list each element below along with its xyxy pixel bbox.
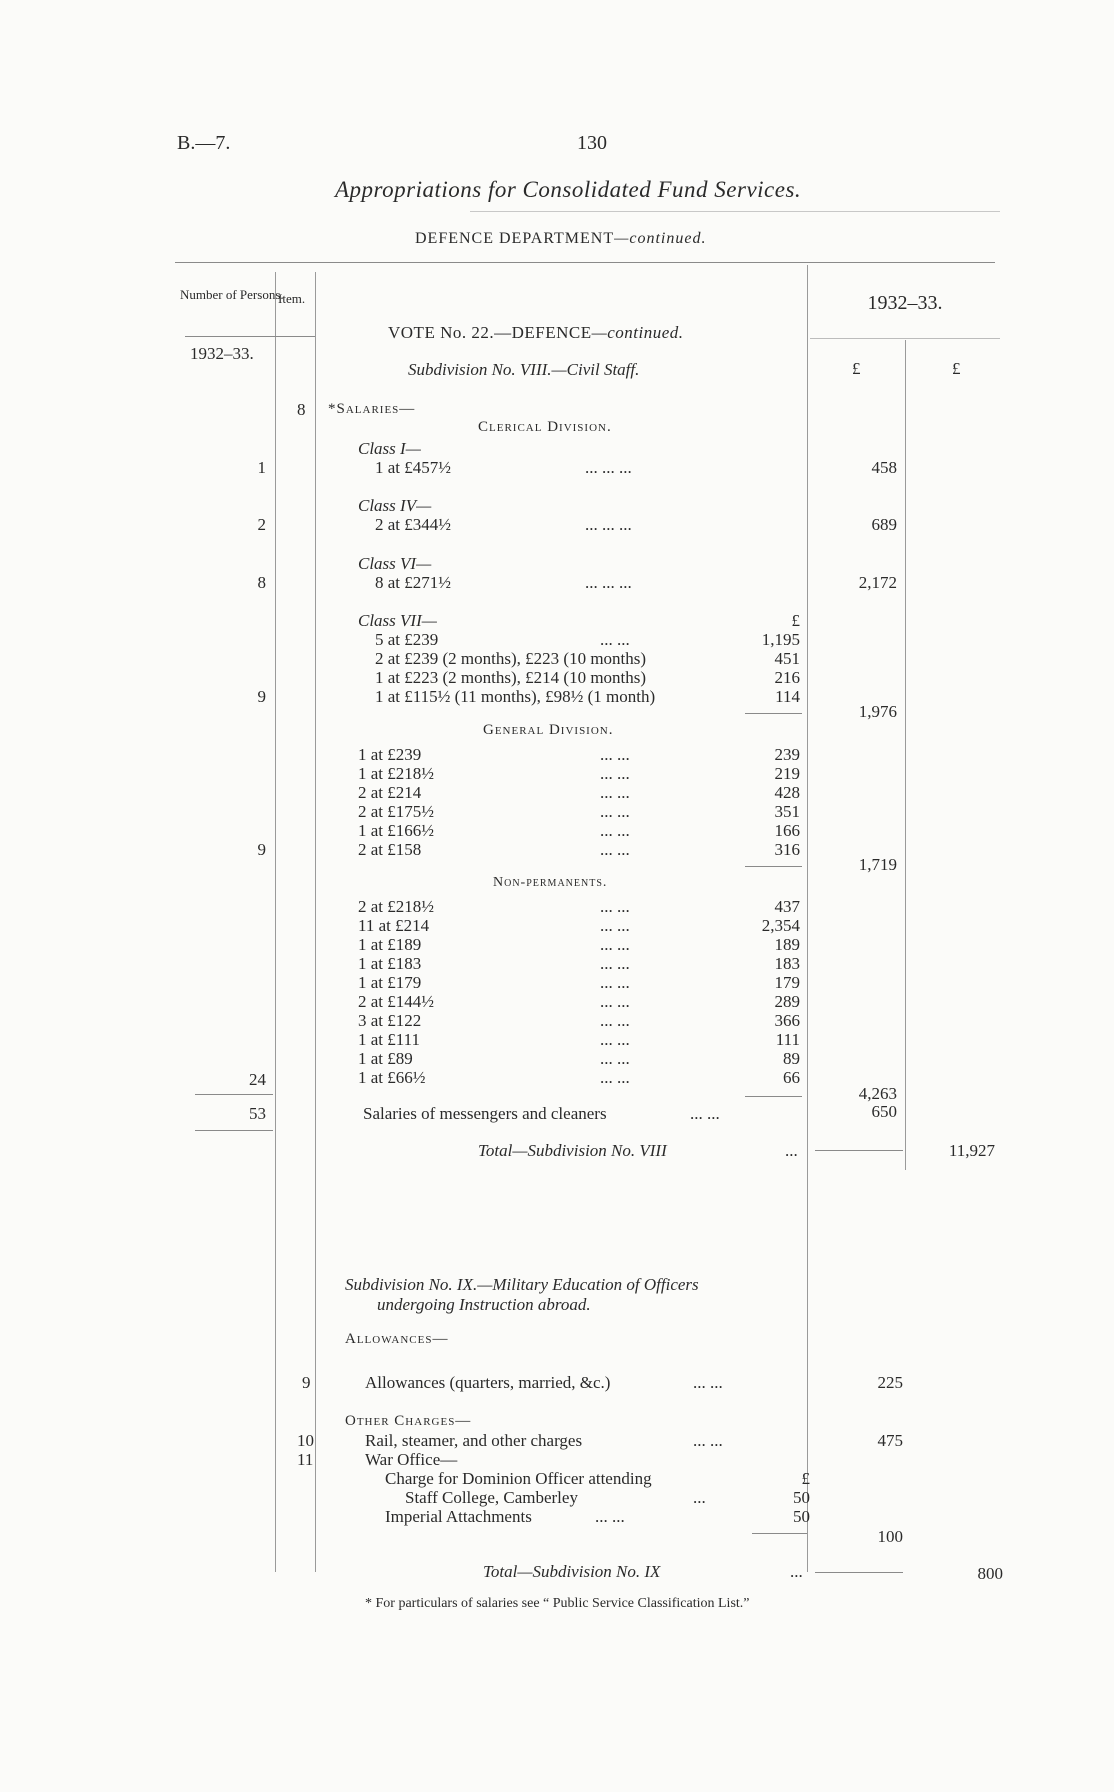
messengers-desc: Salaries of messengers and cleaners xyxy=(363,1104,607,1123)
subdivision-8-total: 11,927 xyxy=(948,1141,995,1160)
class-7-row-value: 216 xyxy=(774,668,800,687)
war-office-total: 100 xyxy=(877,1527,903,1546)
general-row-value: 219 xyxy=(774,764,800,783)
charge-dots: ... xyxy=(693,1488,706,1507)
table-top-rule xyxy=(175,262,995,263)
subdivision-9-total-rule xyxy=(815,1572,903,1573)
pound-header-1: £ xyxy=(852,359,861,378)
rail-amount: 475 xyxy=(877,1431,903,1450)
nonperm-row-desc: 1 at £89 xyxy=(358,1049,413,1068)
class-4-label: Class IV— xyxy=(358,496,432,515)
nonperm-row-value: 66 xyxy=(783,1068,800,1087)
nonperm-row-dots: ... ... xyxy=(600,973,630,992)
general-row-desc: 1 at £166½ xyxy=(358,821,435,840)
class-1-dots: ... ... ... xyxy=(585,458,632,477)
rail-dots: ... ... xyxy=(693,1431,723,1450)
general-division-heading: General Division. xyxy=(483,722,614,738)
general-row-desc: 1 at £239 xyxy=(358,745,422,764)
nonperm-row-dots: ... ... xyxy=(600,1030,630,1049)
general-row-desc: 2 at £214 xyxy=(358,783,422,802)
subdivision-9-title-line2: undergoing Instruction abroad. xyxy=(377,1295,591,1314)
class-7-pound: £ xyxy=(791,611,800,630)
non-permanents-heading: Non-permanents. xyxy=(493,875,608,890)
clerical-division-heading: Clerical Division. xyxy=(478,419,612,435)
class-7-total: 1,976 xyxy=(858,702,897,721)
class-4-dots: ... ... ... xyxy=(585,515,632,534)
class-7-row-value: 451 xyxy=(774,649,800,668)
item-8-number: 8 xyxy=(297,400,306,419)
class-4-amount: 689 xyxy=(871,515,897,534)
general-row-value: 166 xyxy=(774,821,800,840)
document-reference: B.—7. xyxy=(177,132,231,154)
amount-subcolumn-divider xyxy=(905,340,906,1170)
general-row-value: 428 xyxy=(774,783,800,802)
persons-total-rule-top xyxy=(195,1094,273,1095)
nonperm-row-desc: 1 at £189 xyxy=(358,935,422,954)
class-7-row: 2 at £239 (2 months), £223 (10 months) xyxy=(375,649,647,668)
persons-total-rule-bottom xyxy=(195,1130,273,1131)
class-1-persons: 1 xyxy=(257,458,266,477)
nonperm-row-value: 179 xyxy=(774,973,800,992)
persons-total: 53 xyxy=(249,1104,266,1123)
general-row-dots: ... ... xyxy=(600,821,630,840)
rail-desc: Rail, steamer, and other charges xyxy=(365,1431,583,1450)
class-7-row: 5 at £239 xyxy=(375,630,439,649)
general-row-dots: ... ... xyxy=(600,783,630,802)
page-number: 130 xyxy=(577,132,607,154)
imperial-dots: ... ... xyxy=(595,1507,625,1526)
title-rule xyxy=(470,211,1000,212)
general-row-dots: ... ... xyxy=(600,764,630,783)
allowances-desc: Allowances (quarters, married, &c.) xyxy=(365,1373,611,1392)
class-6-line: 8 at £271½ xyxy=(375,573,452,592)
general-persons: 9 xyxy=(257,840,266,859)
class-4-line: 2 at £344½ xyxy=(375,515,452,534)
footnote: * For particulars of salaries see “ Public Service Classification List.” xyxy=(365,1596,750,1611)
allowances-amount: 225 xyxy=(877,1373,903,1392)
nonperm-row-desc: 1 at £66½ xyxy=(358,1068,426,1087)
nonperm-row-value: 289 xyxy=(774,992,800,1011)
class-1-label: Class I— xyxy=(358,439,421,458)
persons-header-rule xyxy=(185,336,315,337)
general-row-value: 316 xyxy=(774,840,800,859)
class-7-row-value: 1,195 xyxy=(761,630,800,649)
nonperm-total: 4,263 xyxy=(858,1084,897,1103)
nonperm-row-desc: 1 at £179 xyxy=(358,973,422,992)
class-7-persons: 9 xyxy=(257,687,266,706)
nonperm-row-dots: ... ... xyxy=(600,1011,630,1030)
general-row-dots: ... ... xyxy=(600,745,630,764)
allowances-dots: ... ... xyxy=(693,1373,723,1392)
pound-header-2: £ xyxy=(952,359,961,378)
nonperm-row-value: 366 xyxy=(774,1011,800,1030)
imperial-value: 50 xyxy=(793,1507,810,1526)
nonperm-row-desc: 2 at £144½ xyxy=(358,992,435,1011)
nonperm-row-dots: ... ... xyxy=(600,1049,630,1068)
imperial-desc: Imperial Attachments xyxy=(385,1507,532,1526)
item-10-number: 10 xyxy=(297,1431,314,1450)
amount-column-divider xyxy=(807,265,808,1572)
subdivision-9-total: 800 xyxy=(977,1564,1003,1583)
item-header: Item. xyxy=(278,291,306,306)
nonperm-row-desc: 3 at £122 xyxy=(358,1011,422,1030)
class-1-line: 1 at £457½ xyxy=(375,458,452,477)
class-7-row: 1 at £115½ (11 months), £98½ (1 month) xyxy=(375,687,656,706)
nonperm-row-value: 189 xyxy=(774,935,800,954)
nonperm-row-desc: 2 at £218½ xyxy=(358,897,435,916)
class-7-row-value: 114 xyxy=(775,687,800,706)
class-7-row-dots: ... ... xyxy=(600,630,630,649)
class-1-amount: 458 xyxy=(871,458,897,477)
subdivision-8-title: Subdivision No. VIII.—Civil Staff. xyxy=(408,360,640,379)
number-of-persons-header: Number of Persons. xyxy=(180,287,284,302)
messengers-dots: ... ... xyxy=(690,1104,720,1123)
war-office-label: War Office— xyxy=(365,1450,458,1469)
nonperm-row-dots: ... ... xyxy=(600,954,630,973)
item-column-divider xyxy=(315,272,316,1572)
nonperm-row-dots: ... ... xyxy=(600,1068,630,1087)
class-7-subtotal-rule xyxy=(745,713,802,714)
year-header: 1932–33. xyxy=(867,292,943,314)
general-row-desc: 1 at £218½ xyxy=(358,764,435,783)
nonperm-row-dots: ... ... xyxy=(600,897,630,916)
nonperm-row-dots: ... ... xyxy=(600,916,630,935)
allowances-label: Allowances— xyxy=(345,1331,449,1347)
year-header-rule xyxy=(810,338,1000,339)
class-7-label: Class VII— xyxy=(358,611,437,630)
subdivision-8-total-label: Total—Subdivision No. VIII xyxy=(478,1141,667,1160)
subdivision-9-total-label: Total—Subdivision No. IX xyxy=(483,1562,661,1581)
charge-line-2: Staff College, Camberley xyxy=(405,1488,578,1507)
class-6-label: Class VI— xyxy=(358,554,432,573)
general-row-dots: ... ... xyxy=(600,802,630,821)
subdivision-9-title-line1: Subdivision No. IX.—Military Education of Officers xyxy=(345,1275,699,1294)
page-title: Appropriations for Consolidated Fund Services. xyxy=(335,177,802,202)
nonperm-persons: 24 xyxy=(249,1070,266,1089)
general-row-value: 239 xyxy=(774,745,800,764)
war-office-pound: £ xyxy=(801,1469,810,1488)
class-7-row: 1 at £223 (2 months), £214 (10 months) xyxy=(375,668,647,687)
messengers-amount: 650 xyxy=(871,1102,897,1121)
nonperm-row-desc: 11 at £214 xyxy=(358,916,430,935)
general-row-dots: ... ... xyxy=(600,840,630,859)
subdivision-9-total-dots: ... xyxy=(790,1562,803,1581)
nonperm-subtotal-rule xyxy=(745,1096,802,1097)
nonperm-row-value: 2,354 xyxy=(761,916,800,935)
nonperm-row-dots: ... ... xyxy=(600,935,630,954)
general-row-desc: 2 at £175½ xyxy=(358,802,435,821)
nonperm-row-desc: 1 at £183 xyxy=(358,954,422,973)
nonperm-row-desc: 1 at £111 xyxy=(358,1030,421,1049)
persons-year-label: 1932–33. xyxy=(190,344,254,363)
department-heading: DEFENCE DEPARTMENT—continued. xyxy=(415,230,707,247)
general-subtotal-rule xyxy=(745,866,802,867)
vote-title: VOTE No. 22.—DEFENCE—continued. xyxy=(388,323,684,342)
salaries-label: *Salaries— xyxy=(328,401,416,417)
persons-column-divider xyxy=(275,272,276,1572)
class-6-persons: 8 xyxy=(257,573,266,592)
class-6-amount: 2,172 xyxy=(858,573,897,592)
subdivision-8-total-dots: ... xyxy=(785,1141,798,1160)
charge-line-1: Charge for Dominion Officer attending xyxy=(385,1469,652,1488)
class-6-dots: ... ... ... xyxy=(585,573,632,592)
general-total: 1,719 xyxy=(858,855,897,874)
charge-value: 50 xyxy=(793,1488,810,1507)
nonperm-row-value: 437 xyxy=(774,897,800,916)
war-office-subtotal-rule xyxy=(752,1533,807,1534)
nonperm-row-dots: ... ... xyxy=(600,992,630,1011)
subdivision-8-total-rule xyxy=(815,1150,903,1151)
item-9-number: 9 xyxy=(302,1373,311,1392)
class-4-persons: 2 xyxy=(257,515,266,534)
item-11-number: 11 xyxy=(297,1450,314,1469)
other-charges-label: Other Charges— xyxy=(345,1413,472,1429)
nonperm-row-value: 89 xyxy=(783,1049,800,1068)
nonperm-row-value: 111 xyxy=(775,1030,800,1049)
nonperm-row-value: 183 xyxy=(774,954,800,973)
general-row-value: 351 xyxy=(774,802,800,821)
general-row-desc: 2 at £158 xyxy=(358,840,422,859)
